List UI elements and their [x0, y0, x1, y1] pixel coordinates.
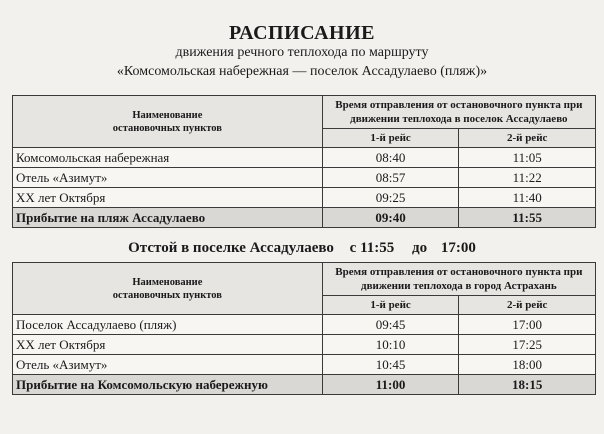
arrival-row	[13, 208, 596, 228]
trip1-time: 09:25	[322, 188, 459, 208]
column-header-departure: Время отправления от остановочного пункта при движении теплохода в поселок Ассадулаево	[322, 96, 595, 129]
arrival-stop: Прибытие на Комсомольскую набережную	[13, 375, 323, 395]
trip1-time: 10:10	[322, 335, 459, 355]
arrival-stop: Прибытие на пляж Ассадулаево	[13, 208, 323, 228]
trip2-time: 18:00	[459, 355, 596, 375]
trip2-arrival-time: 18:15	[459, 375, 596, 395]
trip2-header: 2-й рейс	[459, 296, 596, 315]
trip2-time: 17:25	[459, 335, 596, 355]
table-row	[13, 315, 596, 335]
trip2-time: 17:00	[459, 315, 596, 335]
layover-to-time: 17:00	[440, 240, 476, 256]
schedule-table-outbound	[12, 95, 596, 228]
table-row	[13, 168, 596, 188]
route-description: движения речного теплохода по маршруту	[175, 45, 429, 60]
stop-name: Комсомольская набережная	[13, 148, 323, 168]
column-header-stops: Наименование остановочных пунктов	[13, 263, 323, 315]
page-title: РАСПИСАНИЕ	[228, 22, 375, 44]
trip1-header: 1-й рейс	[322, 296, 459, 315]
stop-name: Отель «Азимут»	[13, 355, 323, 375]
trip2-arrival-time: 11:55	[459, 208, 596, 228]
table-row	[13, 188, 596, 208]
trip1-time: 09:45	[322, 315, 459, 335]
table-row	[13, 355, 596, 375]
trip1-time: 08:40	[322, 148, 459, 168]
stop-name: Отель «Азимут»	[13, 168, 323, 188]
layover-to: до	[412, 240, 428, 256]
arrival-row	[13, 375, 596, 395]
trip1-arrival-time: 11:00	[322, 375, 459, 395]
column-header-departure: Время отправления от остановочного пункта при движении теплохода в город Астрахань	[322, 263, 595, 296]
trip2-header: 2-й рейс	[459, 129, 596, 148]
route-name: «Комсомольская набережная — поселок Ассадулаево (пляж)»	[116, 64, 488, 79]
column-header-stops: Наименование остановочных пунктов	[13, 96, 323, 148]
layover-label: Отстой в поселке Ассадулаево	[128, 240, 334, 256]
trip1-time: 10:45	[322, 355, 459, 375]
trip2-time: 11:40	[459, 188, 596, 208]
trip2-time: 11:22	[459, 168, 596, 188]
stop-name: XX лет Октября	[13, 188, 323, 208]
schedule-table-return	[12, 262, 596, 395]
table-row	[13, 148, 596, 168]
stop-name: Поселок Ассадулаево (пляж)	[13, 315, 323, 335]
table-row	[13, 335, 596, 355]
layover-line	[0, 240, 604, 257]
stop-name: XX лет Октября	[13, 335, 323, 355]
trip1-time: 08:57	[322, 168, 459, 188]
trip2-time: 11:05	[459, 148, 596, 168]
trip1-arrival-time: 09:40	[322, 208, 459, 228]
layover-from: с 11:55	[349, 240, 395, 256]
trip1-header: 1-й рейс	[322, 129, 459, 148]
